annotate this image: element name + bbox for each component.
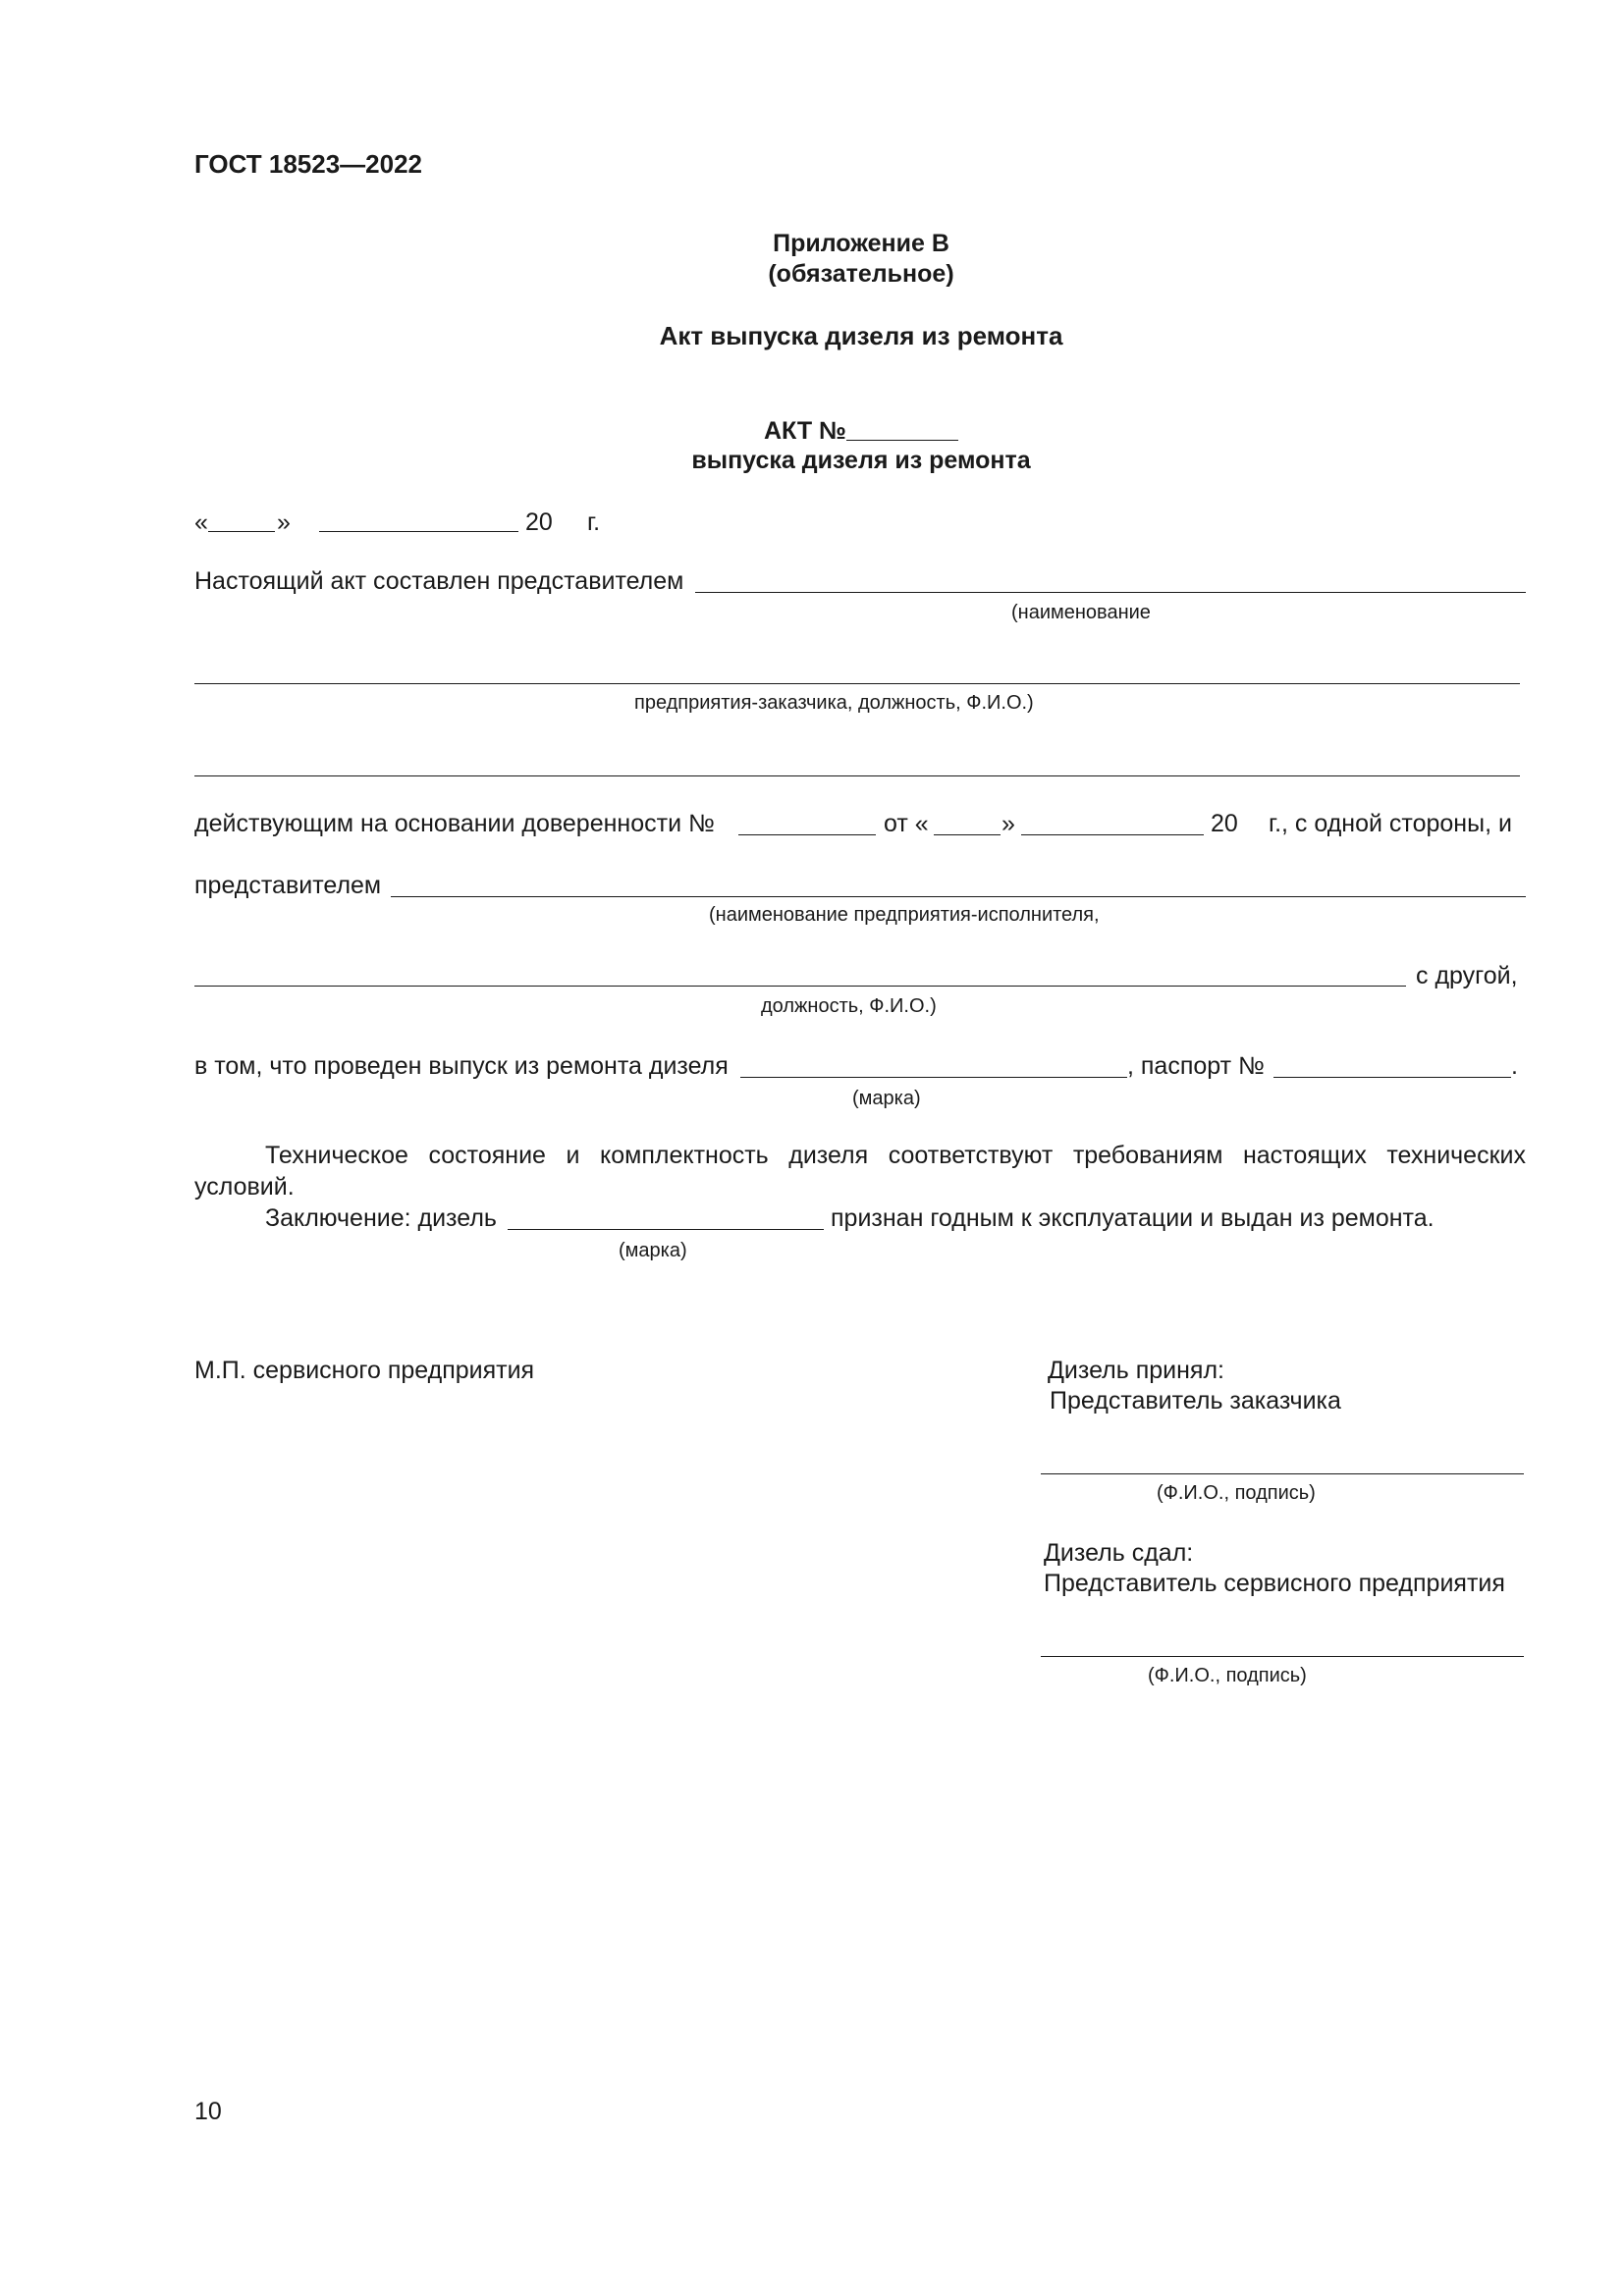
customer-details-blank[interactable]	[194, 683, 1520, 684]
poa-from: от «	[884, 810, 929, 837]
contractor-hint-name: (наименование предприятия-исполнителя,	[709, 904, 1100, 926]
condition-line1: Техническое состояние и комплектность дизеля соответствуют требованиям настоящих технических	[265, 1142, 1526, 1169]
handed-signature-blank[interactable]	[1041, 1656, 1524, 1657]
act-subtitle: выпуска дизеля из ремонта	[691, 447, 1031, 474]
accepted-label: Дизель принял:	[1048, 1357, 1224, 1384]
poa-day-blank[interactable]	[934, 834, 1001, 835]
conclusion-rest: признан годным к эксплуатации и выдан из ремонта.	[831, 1204, 1435, 1232]
customer-extra-blank[interactable]	[194, 775, 1520, 776]
date-year-prefix: 20	[525, 508, 553, 536]
accepted-signature-blank[interactable]	[1041, 1473, 1524, 1474]
poa-quote-close: »	[1001, 810, 1015, 837]
date-quote-close: »	[277, 508, 291, 536]
act-number-blank[interactable]	[846, 440, 958, 441]
poa-year-prefix: 20	[1211, 810, 1238, 837]
customer-hint-name: (наименование	[1011, 602, 1151, 623]
standard-number: ГОСТ 18523—2022	[194, 149, 422, 179]
handed-hint: (Ф.И.О., подпись)	[1148, 1665, 1307, 1686]
release-brand-blank[interactable]	[740, 1077, 1127, 1078]
page-number: 10	[194, 2098, 222, 2125]
date-quote-open: «	[194, 508, 208, 536]
release-passport-text: , паспорт №	[1127, 1052, 1265, 1080]
release-hint-brand: (марка)	[852, 1088, 921, 1109]
release-period: .	[1511, 1052, 1518, 1080]
poa-number-blank[interactable]	[738, 834, 876, 835]
conclusion-text: Заключение: дизель	[265, 1204, 497, 1232]
contractor-hint-details: должность, Ф.И.О.)	[761, 995, 937, 1017]
handed-role: Представитель сервисного предприятия	[1044, 1570, 1505, 1597]
conclusion-brand-blank[interactable]	[508, 1229, 824, 1230]
appendix-title: Приложение В	[773, 230, 949, 257]
contractor-name-blank[interactable]	[391, 896, 1526, 897]
contractor-rep-text: представителем	[194, 872, 382, 899]
contractor-other-side: с другой,	[1416, 962, 1518, 989]
accepted-role: Представитель заказчика	[1050, 1387, 1341, 1415]
handed-label: Дизель сдал:	[1044, 1539, 1194, 1567]
poa-month-blank[interactable]	[1021, 834, 1204, 835]
appendix-name: Акт выпуска дизеля из ремонта	[659, 321, 1063, 350]
date-year-suffix: г.	[587, 508, 601, 536]
condition-line2: условий.	[194, 1173, 295, 1201]
stamp-label: М.П. сервисного предприятия	[194, 1357, 535, 1384]
customer-rep-text: Настоящий акт составлен представителем	[194, 567, 684, 595]
date-month-blank[interactable]	[319, 531, 518, 532]
poa-text: действующим на основании доверенности №	[194, 810, 715, 837]
contractor-details-blank[interactable]	[194, 986, 1406, 987]
appendix-status: (обязательное)	[768, 260, 954, 288]
conclusion-hint-brand: (марка)	[619, 1240, 687, 1261]
date-day-blank[interactable]	[208, 531, 275, 532]
accepted-hint: (Ф.И.О., подпись)	[1157, 1482, 1316, 1504]
customer-name-blank[interactable]	[695, 592, 1526, 593]
release-passport-blank[interactable]	[1273, 1077, 1511, 1078]
poa-one-side: г., с одной стороны, и	[1269, 810, 1512, 837]
customer-hint-details: предприятия-заказчика, должность, Ф.И.О.)	[634, 692, 1034, 714]
act-title: АКТ №	[764, 417, 847, 445]
release-text: в том, что проведен выпуск из ремонта дизеля	[194, 1052, 729, 1080]
